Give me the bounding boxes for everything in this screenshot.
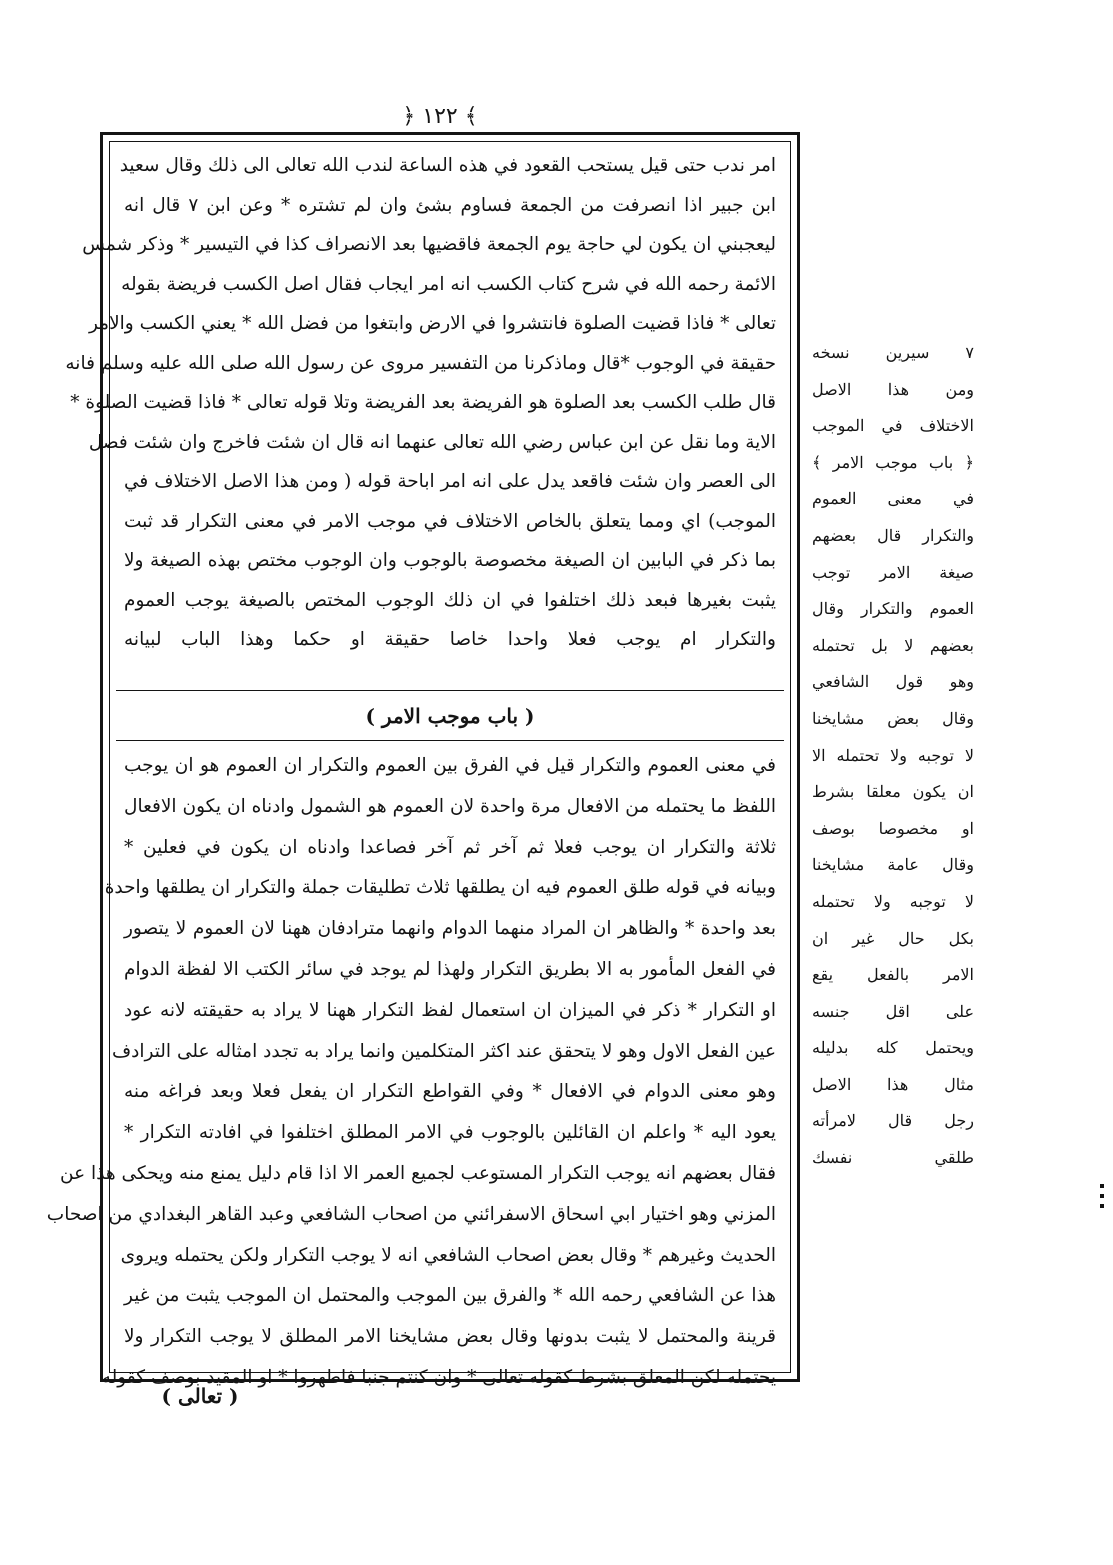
text-line: اللفظ ما يحتمله من الافعال مرة واحدة لان العموم هو الشمول وادناه ان يكون الافعال [124, 795, 776, 817]
text-line: او التكرار * ذكر في الميزان ان استعمال لفظ التكرار ههنا لا يراد به حقيقته لانه عود [124, 999, 776, 1021]
text-line: هذا عن الشافعي رحمه الله * والفرق بين الموجب والمحتمل ان الموجب يثبت من غير [124, 1285, 776, 1307]
text-line: وهو معنى الدوام في الافعال * وفي القواطع التكرار ان يفعل فعلا وبعد فراغه منه [124, 1081, 776, 1103]
text-line: امر ندب حتى قيل يستحب القعود في هذه الساعة لندب الله تعالى الى ذلك وقال سعيد [119, 155, 776, 176]
gloss-line: على اقل جنسه [812, 1001, 974, 1021]
gloss-line: ٧ سيرين نسخه [812, 343, 974, 362]
text-line: المزني وهو اختيار ابي اسحاق الاسفرائني من اصحاب الشافعي وعبد القاهر البغدادي من اصحاب [46, 1203, 776, 1225]
text-line: يعود اليه * واعلم ان القائلين بالوجوب في الامر المطلق اختلفوا في افادته التكرار * [124, 1122, 776, 1144]
gloss-line: في معنى العموم [812, 489, 974, 509]
gloss-line: ان يكون معلقا بشرط [812, 782, 974, 802]
text-line: يحتمله لكن المعلق بشرط كقوله تعالى * وان كنتم جنبا فاطهروا * او المقيد بوصف كقوله [101, 1366, 776, 1388]
gloss-line: ويحتمل كله بدليله [812, 1038, 974, 1058]
text-line: عين الفعل الاول وهو لا يتحقق عند اكثر المتكلمين وانما يراد به تجدد امثاله على الترادف [111, 1040, 776, 1062]
text-line: الحديث وغيرهم * وقال بعض اصحاب الشافعي انه لا يوجب التكرار ولكن يحتمله ويروى [120, 1244, 776, 1266]
text-line: بما ذكر في البابين ان الصيغة مخصوصة بالوجوب وان الوجوب مختص بهذه الصيغة ولا [124, 550, 776, 571]
gloss-line: صيغة الامر توجب [812, 562, 974, 582]
ink-dot [1100, 1184, 1104, 1188]
text-line: حقيقة في الوجوب *قال وماذكرنا من التفسير مروى عن رسول الله صلى الله عليه وسلم فانه [65, 352, 776, 374]
divider-rule [116, 690, 784, 691]
ink-dot [1100, 1194, 1104, 1198]
commentary-block-bottom [46, 746, 776, 1399]
gloss-line: وقال بعض مشايخنا [812, 708, 974, 728]
gloss-line: طلقي نفسك [812, 1148, 974, 1168]
gloss-line: او مخصوصا بوصف [812, 818, 974, 838]
text-line: ليعجبني ان يكون لي حاجة يوم الجمعة فاقضيها بعد الانصراف كذا في التيسير * وذكر شمس [82, 234, 776, 255]
gloss-line: رجل قال لامرأته [812, 1111, 974, 1131]
gloss-line: بكل حال غير ان [812, 928, 974, 948]
commentary-block-top [65, 146, 776, 660]
text-line: في معنى العموم والتكرار قيل في الفرق بين العموم والتكرار ان العموم هو ان يوجب [124, 755, 776, 776]
gloss-line: وقال عامة مشايخنا [812, 855, 974, 875]
text-line: الى العصر وان شئت فاقعد يدل على انه امر اباحة قوله ( ومن هذا الاصل الاختلاف في [124, 471, 776, 492]
text-frame [46, 132, 800, 1388]
gloss-line: ﴿ باب موجب الامر ﴾ [812, 452, 974, 472]
gloss-line: ومن هذا الاصل [812, 379, 974, 399]
text-line: الاية وما نقل عن ابن عباس رضي الله تعالى عنهما انه قال ان شئت فاخرج وان شئت فصل [88, 431, 776, 453]
gloss-line: مثال هذا الاصل [812, 1074, 974, 1094]
gloss-line: لا توجبه ولا تحتمله [812, 891, 974, 911]
text-line: الائمة رحمه الله في شرح كتاب الكسب انه امر ايجاب فقال اصل الكسب فريضة بقوله [121, 273, 776, 295]
text-line: ثلاثة والتكرار ان يوجب فعلا ثم آخر ثم آخر فصاعدا وادناه ان يكون في فعلين * [124, 836, 776, 858]
catchword: ( تعالى ) [161, 1384, 239, 1408]
text-line: تعالى * فاذا قضيت الصلوة فانتشروا في الارض وابتغوا من فضل الله * يعني الكسب والامر [88, 313, 776, 334]
gloss-line: العموم والتكرار وقال [812, 599, 974, 619]
page-number: ﴿ ١٢٢ ﴾ [402, 104, 478, 129]
text-line: ابن جبير اذا انصرفت من الجمعة فساوم بشئ وان لم تشتره * وعن ابن ٧ قال انه [124, 194, 776, 216]
gloss-line: بعضهم لا بل تحتمله [812, 635, 974, 655]
text-line: قال طلب الكسب بعد الصلوة هو الفريضة بعد الفريضة وتلا قوله تعالى * فاذا قضيت الصلوة * [70, 392, 776, 413]
divider-rule [116, 740, 784, 741]
gloss-line: وهو قول الشافعي [812, 672, 974, 692]
text-line: الموجب) اي ومما يتعلق بالخاص الاختلاف في موجب الامر في معنى التكرار قد ثبت [124, 510, 776, 532]
section-heading: ( باب موجب الامر ) [365, 704, 535, 728]
gloss-line: والتكرار قال بعضهم [812, 525, 974, 545]
text-line: في الفعل المأمور به الا بطريق التكرار ولهذا لم يوجد في سائر الكتب الا لفظة الدوام [124, 958, 776, 980]
gloss-line: الامر بالفعل يقع [812, 965, 974, 985]
text-line: فقال بعضهم انه يوجب التكرار المستوعب لجميع العمر الا اذا قام دليل يمنع منه ويحكى هذا عن [59, 1162, 776, 1184]
gloss-line: الاختلاف في الموجب [812, 416, 974, 436]
text-line: والتكرار ام يوجب فعلا واحدا خاصا حقيقة او حكما وهذا الباب لبيانه [124, 629, 776, 650]
text-line: قرينة والمحتمل لا يثبت بدونها وقال بعض مشايخنا الامر المطلق لا يوجب التكرار ولا [124, 1326, 776, 1348]
side-gloss-column [812, 335, 974, 1177]
ink-dot [1100, 1204, 1104, 1208]
text-line: بعد واحدة * والظاهر ان المراد منهما الدوام وانهما مترادفان ههنا لان العموم لا يتصور [124, 918, 776, 940]
margin-ink-marks [1098, 1178, 1108, 1238]
text-frame-inner [46, 141, 791, 1388]
text-line: يثبت بغيرها فبعد ذلك اختلفوا في ان ذلك الوجوب المختص بالصيغة يوجب العموم [124, 589, 776, 611]
text-line: وبيانه في قوله طلق العموم فيه ان يطلقها ثلاث تطليقات جملة والتكرار ان يطلقها واحدة [104, 877, 776, 899]
gloss-line: لا توجبه ولا تحتمله الا [812, 745, 974, 765]
